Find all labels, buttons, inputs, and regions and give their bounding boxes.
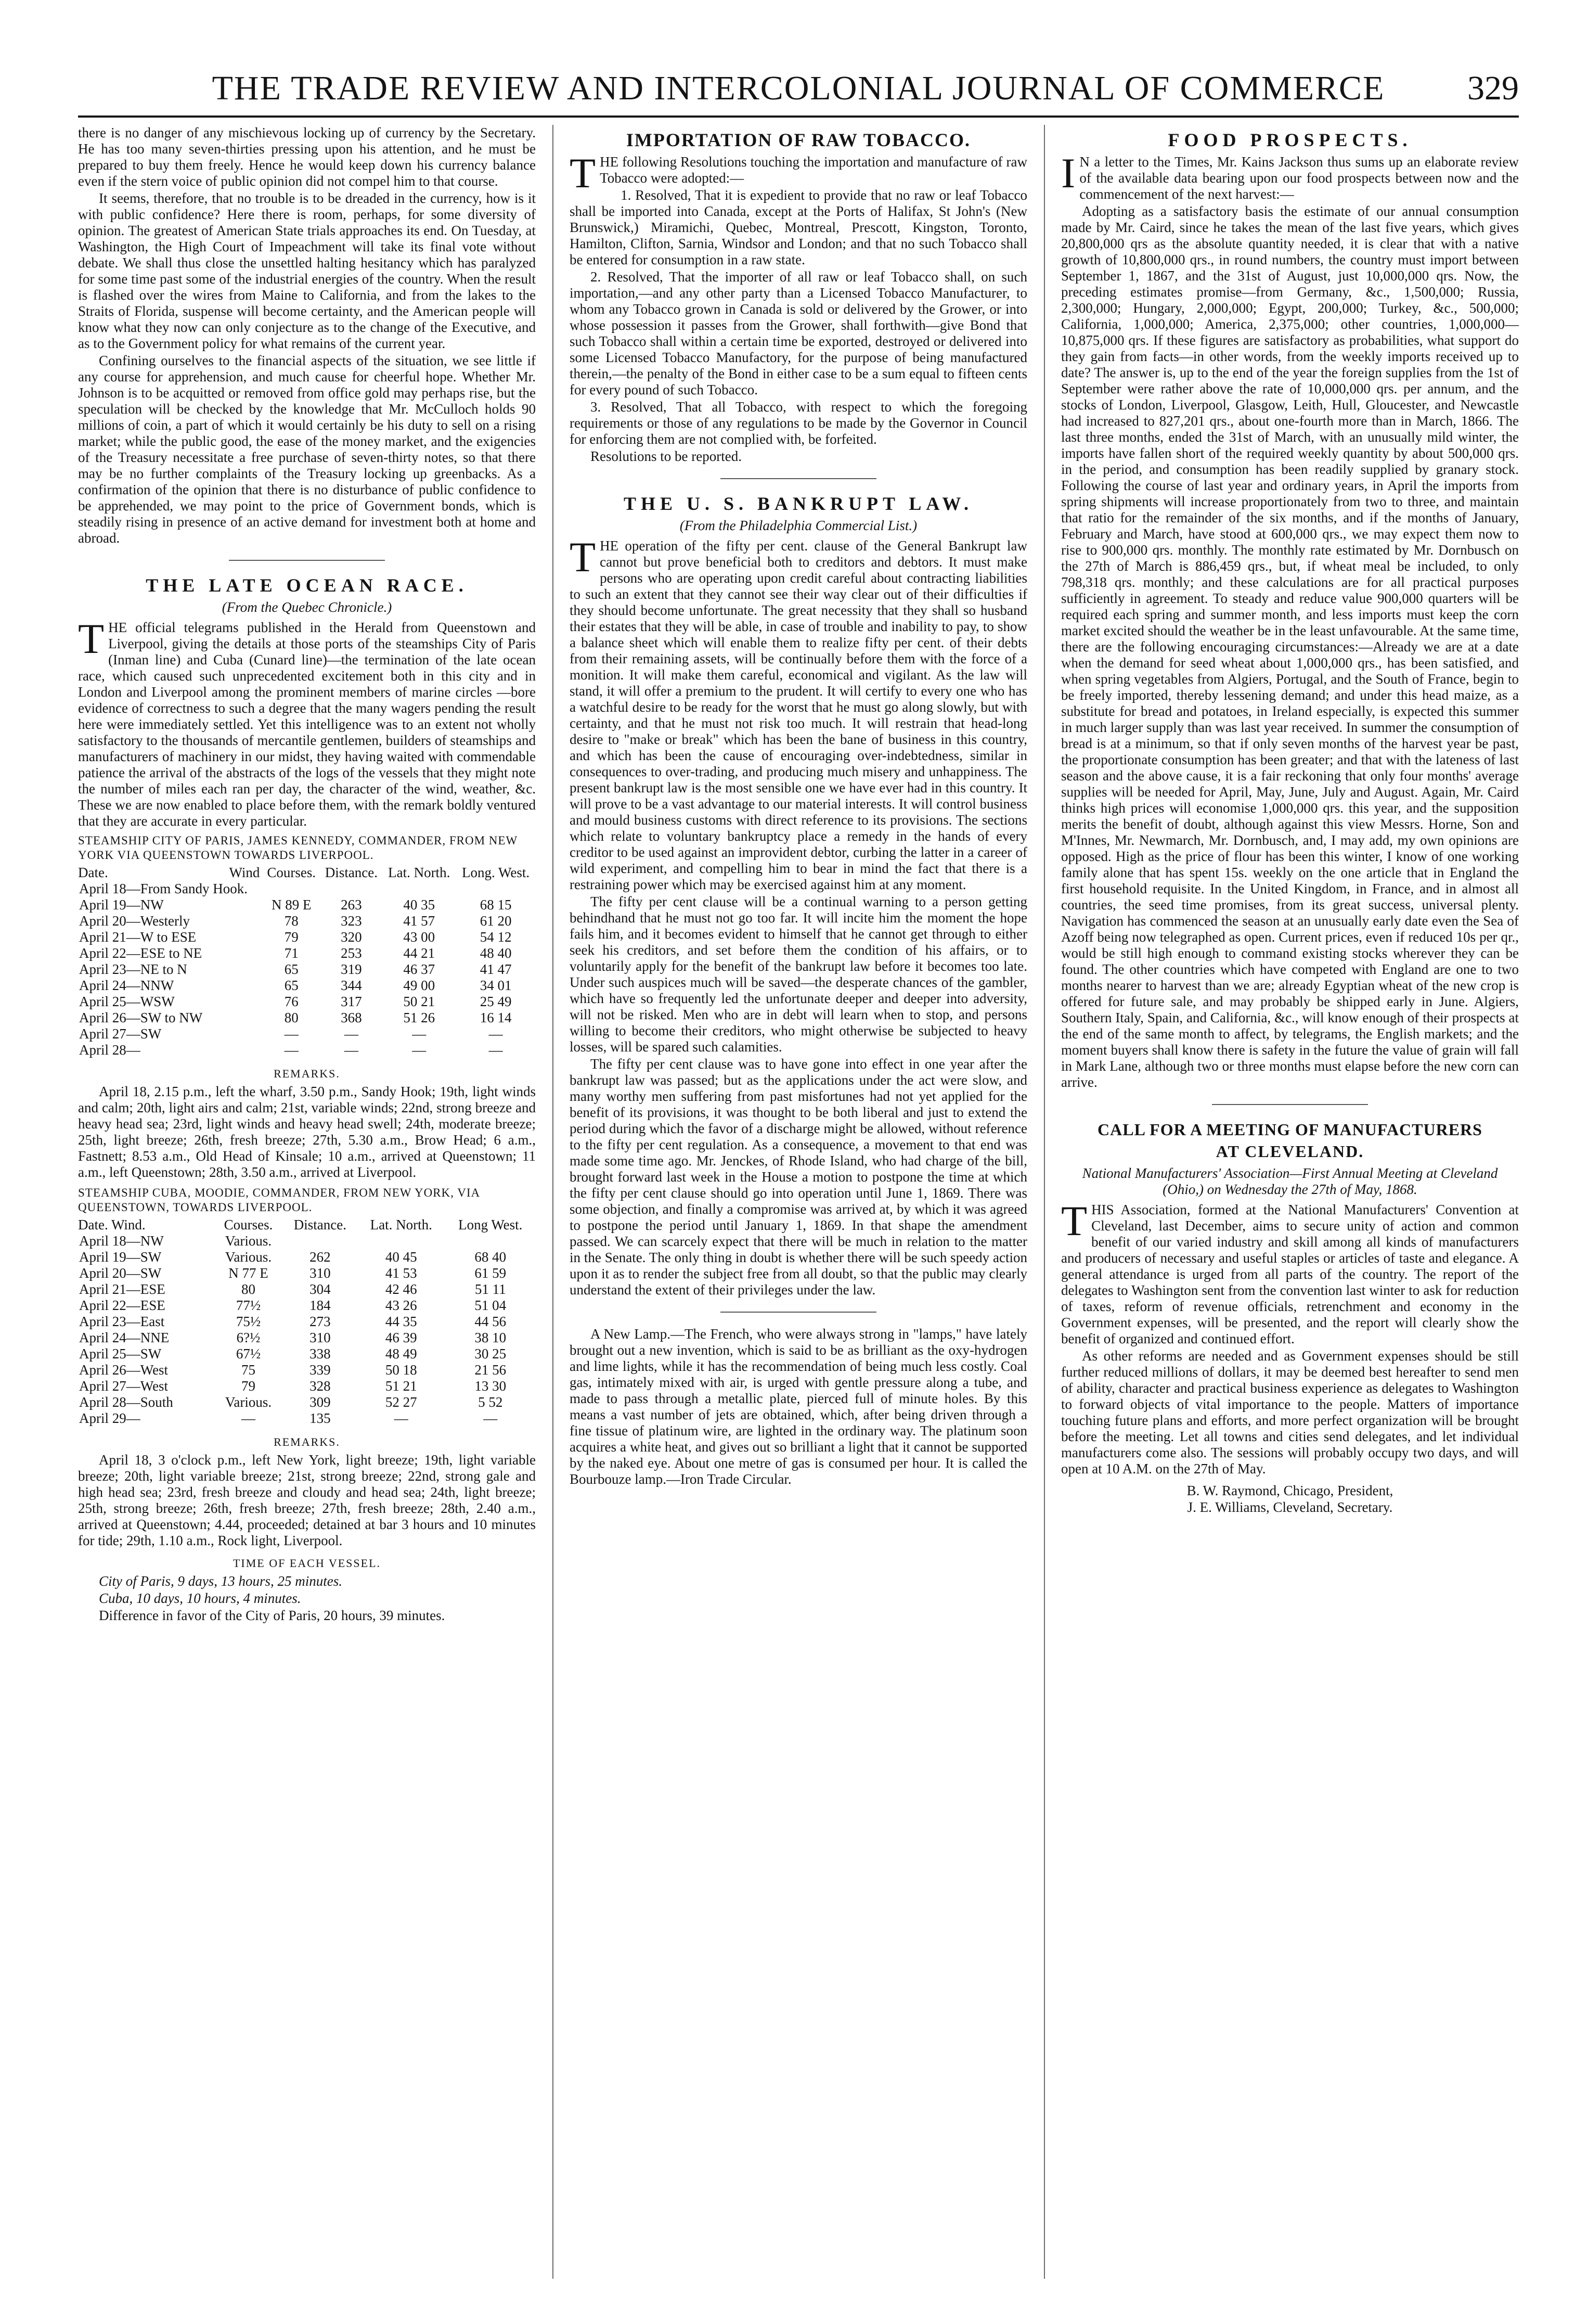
table-cell: 65	[284, 961, 299, 977]
table-cell: 50 21	[403, 994, 435, 1009]
table-cell: 49 00	[403, 978, 435, 993]
drop-cap: T	[570, 149, 596, 197]
log-table-caption: STEAMSHIP CITY OF PARIS, JAMES KENNEDY, COMMANDER, FROM NEW YORK VIA QUEENSTOWN TOWARDS LIVERPOOL.	[78, 834, 518, 862]
tobacco-article	[570, 129, 1027, 465]
paragraph: THE operation of the fifty per cent. clause of the General Bankrupt law cannot but prove beneficial both to creditors and debtors. It must make persons who are operating upon credit careful about contracting liabilities to such an extent that they cannot see their way clear out of their difficulties if they should become unfortunate. The great necessity that they shall so husband their estates that they will be able, in case of trouble and inability to pay, to show a balance sheet which will enable them to realize fifty per cent. of their debts from their remaining assets, will be continually before them with the force of a monition. It will make them careful, economical and vigilant. As the law will stand, it will offer a premium to the prudent. It will certify to every one who has a watchful desire to be ready for the worst that he must go along slowly, but with certainty, and that he must not risk too much. It will restrain that head-long desire to "make or break" which has been the bane of business in this country, and which has been the cause of encouraging over-indebtedness, similar in consequences to over-trading, and producing much misery and unhappiness. The present bankrupt law is the most sensible one we have ever had in this country. It will prove to be a vast advantage to our material interests. It will control business and mould business customs with direct reference to its provisions. The sections which relate to voluntary bankruptcy place a remedy in the hands of every creditor to be used against an improvident debtor, curbing the latter in a career of wild experiment, and compelling him to bear in mind the fact that there is a restraining power which may be exercised against him at any moment.	[570, 533, 1027, 892]
table-cell: 44 56	[474, 1314, 507, 1329]
table-cell: 79	[284, 929, 299, 945]
table-row	[78, 961, 536, 978]
table-cell: April 25—SW	[79, 1346, 162, 1362]
resolution: 3. Resolved, That all Tobacco, with respect to which the foregoing requirements or those of any regulations to be made by the Governor in Council for enforcing them are not complied with, be forfeited.	[570, 399, 1027, 447]
table-cell: April 25—WSW	[79, 994, 175, 1009]
table-cell: 50 18	[385, 1362, 417, 1378]
table-row	[78, 945, 536, 961]
table-cell: —	[344, 1026, 358, 1042]
table-cell: 75	[241, 1362, 256, 1378]
table-cell: 43 26	[385, 1298, 417, 1313]
table-cell: 319	[341, 961, 362, 977]
table-cell: 40 35	[403, 897, 435, 913]
table-cell: 328	[309, 1378, 331, 1394]
table-cell: 309	[309, 1394, 331, 1410]
table-cell	[226, 978, 263, 994]
table-row	[78, 1042, 536, 1058]
article-heading: FOOD PROSPECTS.	[1168, 130, 1412, 150]
paragraph: there is no danger of any mischievous locking up of currency by the Secretary. He has too many seven-thirties pressing upon his attention, and he must be prepared to buy them freely. Hence he would keep down his currency balance even if the stern voice of public opinion did not compel him to that course.	[78, 125, 536, 189]
table-cell: April 26—West	[79, 1362, 169, 1378]
signature-line: J. E. Williams, Cleveland, Secretary.	[1187, 1499, 1393, 1515]
table-row	[78, 1233, 536, 1249]
table-cell: 76	[284, 994, 299, 1009]
table-cell: 51 26	[403, 1010, 435, 1025]
paragraph: Resolutions to be reported.	[590, 448, 742, 464]
column-3	[1061, 125, 1519, 1529]
table-row	[78, 1394, 536, 1410]
table-cell: 41 47	[480, 961, 512, 977]
table-cell: 52 27	[385, 1394, 417, 1410]
table-cell: 21 56	[474, 1362, 507, 1378]
table-header-row: Date. Wind Courses. Distance. Lat. North. Long. West.	[78, 865, 530, 880]
table-cell: April 28—	[79, 1042, 140, 1058]
table-cell: 68 40	[474, 1249, 507, 1265]
table-cell: 65	[284, 978, 299, 993]
ocean-race-article	[78, 574, 536, 1624]
table-cell: —	[241, 1410, 256, 1426]
table-row	[78, 929, 536, 945]
table-cell: 46 37	[403, 961, 435, 977]
page-number: 329	[1467, 69, 1519, 107]
table-cell	[226, 929, 263, 945]
table-cell: April 26—SW to NW	[79, 1010, 203, 1025]
table-cell: April 24—NNE	[79, 1330, 170, 1345]
table-cell: Various.	[225, 1394, 272, 1410]
table-cell: 51 21	[385, 1378, 417, 1394]
table-row	[78, 881, 536, 897]
table-cell: April 23—East	[79, 1314, 165, 1329]
paragraph: As other reforms are needed and as Government expenses should be still further reduced millions of dollars, it may be deemed best hereafter to send men of ability, character and practical business experience as delegates to Washington to forward objects of vital importance to the people. Matters of importance touching future plans and efforts, and more perfect organization will be brought before the meeting. Let all towns and cities send delegates, and let individual manufacturers come also. The sessions will probably occupy two days, and will open at 10 A.M. on the 27th of May.	[1061, 1348, 1519, 1476]
drop-cap: T	[570, 533, 596, 581]
paragraph: A New Lamp.—The French, who were always strong in "lamps," have lately brought out a new invention, which is said to be as brilliant as the oxy-hydrogen and lime lights, while it has the recommendation of being much less costly. Coal gas, intimately mixed with air, is urged with gentle pressure along a tube, and made to pass through a metallic plate, pierced full of minute holes. By this means a vast number of jets are obtained, which, after being driven through a fine tissue of platinum wire, are lighted in the ordinary way. The platinum soon acquires a white heat, and gives out so brilliant a light that it cannot be supported by the naked eye. About one metre of gas is consumed per hour. It is called the Bourbouze lamp.—Iron Trade Circular.	[570, 1326, 1027, 1487]
table-cell: April 21—W to ESE	[79, 929, 197, 945]
table-row	[78, 1281, 536, 1298]
table-row	[78, 1010, 536, 1026]
table-cell: 48 49	[385, 1346, 417, 1362]
table-cell: April 21—ESE	[79, 1281, 165, 1297]
table-cell	[226, 961, 263, 978]
table-cell: —	[412, 1026, 427, 1042]
table-cell: April 19—NW	[79, 897, 164, 913]
table-cell: 41 53	[385, 1265, 417, 1281]
table-cell: 54 12	[480, 929, 512, 945]
table-cell: 135	[309, 1410, 331, 1426]
table-cell: —	[483, 1410, 498, 1426]
table-cell: 6?½	[236, 1330, 261, 1345]
table-cell: 25 49	[480, 994, 512, 1009]
table-cell: 61 59	[474, 1265, 507, 1281]
table-row	[78, 1249, 536, 1265]
table-row	[78, 1330, 536, 1346]
column-2	[570, 125, 1027, 1501]
voyage-time-line: City of Paris, 9 days, 13 hours, 25 minutes.	[99, 1573, 343, 1589]
bankrupt-law-article	[570, 493, 1027, 1298]
table-cell: April 29—	[79, 1410, 140, 1426]
table-cell: 184	[309, 1298, 331, 1313]
table-cell: 78	[284, 913, 299, 929]
article-heading: THE LATE OCEAN RACE.	[146, 575, 468, 596]
signature-block	[1061, 1482, 1519, 1516]
table-cell	[226, 1026, 263, 1042]
journal-title: THE TRADE REVIEW AND INTERCOLONIAL JOURNAL OF COMMERCE	[212, 69, 1385, 107]
voyage-time-line: Cuba, 10 days, 10 hours, 4 minutes.	[99, 1590, 301, 1606]
paragraph: THE following Resolutions touching the importation and manufacture of raw Tobacco were adopted:—	[570, 149, 1027, 197]
table-cell: 41 57	[403, 913, 435, 929]
table-cell	[283, 1233, 357, 1249]
table-cell: April 18—NW	[79, 1233, 164, 1249]
paragraph: Adopting as a satisfactory basis the estimate of our annual consumption made by Mr. Caird, since he takes the mean of the last five years, which gives 20,800,000 qrs as the absolute quantity needed, it is clear that with a native growth of 10,800,000 qrs., in round numbers, the country must import between September 1, 1867, and the 31st of August, just 10,000,000 qrs. Now, the preceding estimates promise—from Germany, &c., 1,500,000; Russia, 2,300,000; Hungary, 2,000,000; Egypt, 200,000; Turkey, &c., 500,000; California, 1,000,000; America, 2,375,000; other countries, 1,000,000—10,875,000 qrs. If these figures are satisfactory as probabilities, what support do they gain from facts—in other words, from the weekly imports received up to date? The answer is, up to the end of the year the foreign supplies from the 1st of September were rather above the rate of 10,000,000 qrs. per annum, and the stocks of London, Liverpool, Glasgow, Leith, Hull, Gloucester, and Newcastle had increased to 827,201 qrs., about one-fourth more than in March, 1866. The last three months, ended the 31st of March, with an unusually mild winter, the imports have fallen short of the required weekly quantity by about 500,000 qrs. in the period, and consumption has been readily supplied by granary stock. Following the course of last year and ordinary years, in April the imports from spring shipments will increase proportionately from two to three, and maintain that ratio for the remainder of the six months, and if the months of January, February and March, have stood at 600,000 qrs., we may expect them now to rise to 900,000 qrs. monthly. The monthly rate estimated by Mr. Dornbusch on the 27th of March is 886,459 qrs., but, if wheat meal be included, to only 798,318 qrs. monthly; and these calculations are for all practical purposes sufficiently in agreement. To steady and reduce value 900,000 quarters will be required each spring and summer month, and less imports must keep the corn market excited should the weather be in the least unfavourable. At the same time, there are the following encouraging circumstances:—Already we are at a date when the demand for seed wheat about 1,000,000 qrs., has been satisfied, and when spring vegetables from Algiers, Portugal, and the South of France, begin to be freely imported, thereby lessening demand; and under this head maize, as a substitute for bread and potatoes, in Ireland especially, is expected this summer in much larger supply than was last year received. In summer the consumption of bread is at a minimum, so that if only seven months of the harvest year be past, the proportionate consumption has been greater; and that with the lateness of last season and the above cause, it is a fair reckoning that only four months' average supplies will be needed for April, May, June, July and August. Again, Mr. Caird thinks high prices will economise 1,000,000 qrs. this year, and the supposition merits the benefit of doubt, although against this view Messrs. Horne, Son and M'Innes, Mr. Newmarch, Mr. Dornbusch, and, I may add, my own opinions are opposed. High as the price of flour has been this winter, I know of one working family alone that has spent 15s. weekly on the one article that in England the first household requisite. In the United Kingdom, in France, and in almost all countries, the seed time promises, from its great success, universal plenty. Navigation has commenced the season at an unusually early date even the Sea of Azoff being now telegraphed as open. Current prices, even if reduced 10s per qr., would be still high enough to command existing stocks wherever they can be found. The other countries which have competed with England are one to two months nearer to harvest than we are; already Egyptian wheat of the new crop is offered for future sale, and may probably be shipped early in June. Algiers, Southern Italy, Spain, and California, &c., will know enough of their prospects at the end of the same month to affect, by telegrams, the English markets; and the moment buyers shall know there is safety in the future the value of grain will fall in Mark Lane, although two or three months must elapse before the new corn can arrive.	[1061, 203, 1519, 1090]
section-separator	[229, 560, 385, 561]
table-cell: 34 01	[480, 978, 512, 993]
table-cell: 79	[241, 1378, 256, 1394]
article-heading-line-2: AT CLEVELAND.	[1216, 1142, 1364, 1161]
table-cell	[357, 1233, 445, 1249]
table-cell: 13 30	[474, 1378, 507, 1394]
table-cell: 368	[341, 1010, 362, 1025]
resolution: 1. Resolved, That it is expedient to provide that no raw or leaf Tobacco shall be imported into Canada, except at the Ports of Halifax, St John's (New Brunswick,) Miramichi, Quebec, Montreal, Prescott, Kingston, Toronto, Hamilton, Clifton, Sarnia, Windsor and London; and that no such Tobacco shall be entered for consumption in a raw state.	[570, 187, 1027, 267]
drop-cap: I	[1061, 149, 1076, 197]
table-row	[78, 897, 536, 913]
table-cell: 42 46	[385, 1281, 417, 1297]
voyage-times-heading: TIME OF EACH VESSEL.	[233, 1557, 381, 1570]
table-cell: 344	[341, 978, 362, 993]
table-cell: —	[488, 1042, 503, 1058]
table-cell: —	[344, 1042, 358, 1058]
paragraph: Confining ourselves to the financial aspects of the situation, we see little if any course for apprehension, and much cause for cheerful hope. Whether Mr. Johnson is to be acquitted or removed from office gold may perhaps rise, but the speculation will be checked by the knowledge that Mr. McCulloch holds 90 millions of coin, a part of which it would certainly be his duty to sell on a rising market; while the public good, the ease of the money market, and the exigencies of the Treasury necessitate a free purchase of seven-thirty notes, so that there may be no further complaints of the Treasury locking up greenbacks. As a confirmation of the opinion that there is no disturbance of public confidence to be apprehended, we may point to the price of Government bonds, which is steadily rising in presence of an active demand for investment both at home and abroad.	[78, 353, 536, 546]
table-cell: 253	[341, 945, 362, 961]
table-row	[78, 978, 536, 994]
remarks-heading: REMARKS.	[274, 1435, 340, 1448]
paragraph: THIS Association, formed at the National Manufacturers' Convention at Cleveland, last December, aims to secure unity of action and common benefit of our varied industry and skill among all kinds of manufacturers and producers of necessary and useful staples or articles of taste and elegance. A general attendance is urged from all parts of the country. The report of the delegates to Washington sent from the convention last winter to ask for reduction of taxes, reform of revenue officials, retrenchment and economy in the Government expenses, will be presented, and the report will clearly show the benefit of organized and continued effort.	[1061, 1197, 1519, 1346]
table-cell: 262	[309, 1249, 331, 1265]
masthead	[78, 69, 1519, 108]
table-cell	[445, 1233, 536, 1249]
table-cell: 40 45	[385, 1249, 417, 1265]
table-cell: 51 04	[474, 1298, 507, 1313]
section-separator	[720, 1312, 876, 1313]
table-cell: 16 14	[480, 1010, 512, 1025]
table-cell: April 18—From Sandy Hook.	[79, 881, 248, 896]
table-cell	[226, 1042, 263, 1058]
table-row	[78, 1265, 536, 1281]
manufacturers-meeting-article	[1061, 1119, 1519, 1516]
table-cell: 75½	[236, 1314, 261, 1329]
table-header-row: Date. Wind. Courses. Distance. Lat. North. Long West.	[78, 1217, 523, 1232]
log-table-caption: STEAMSHIP CUBA, MOODIE, COMMANDER, FROM NEW YORK, VIA QUEENSTOWN, TOWARDS LIVERPOOL.	[78, 1186, 480, 1214]
article-heading: IMPORTATION OF RAW TOBACCO.	[626, 130, 971, 150]
table-cell: 44 35	[385, 1314, 417, 1329]
paragraph: THE official telegrams published in the Herald from Queenstown and Liverpool, giving the details at those ports of the steamships City of Paris (Inman line) and Cuba (Cunard line)—the termination of the late ocean race, which caused such unprecedented excitement both in this city and in London and Liverpool among the prominent members of marine circles —bore evidence of correctness to such a degree that the many wagers pending the result here were immediately settled. Yet this intelligence was to an extent not wholly satisfactory to the thousands of mercantile gentlemen, builders of steamships and manufacturers of machinery in our midst, they having waited with commendable patience the arrival of the abstracts of the logs of the vessels that they might note the number of miles each ran per day, the character of the wind, weather, &c. These we are now enabled to place before them, with the remark boldly ventured that they are accurate in every particular.	[78, 615, 536, 829]
table-cell	[226, 897, 263, 913]
table-cell: 38 10	[474, 1330, 507, 1345]
table-cell: April 27—SW	[79, 1026, 162, 1042]
city-of-paris-log-table	[78, 865, 536, 1058]
remarks-text: April 18, 3 o'clock p.m., left New York, light breeze; 19th, light variable breeze; 20th, light variable breeze; 21st, strong breeze; 22nd, strong gale and high head sea; 23rd, fresh breeze and cloudy and head sea; 24th, light breeze; 25th, strong breeze; 26th, fresh breeze; 27th, fresh breeze; 28th, 2.40 a.m., arrived at Queenstown; 4.44, proceeded; detained at bar 3 hours and 10 minutes for tide; 29th, 1.10 a.m., Rock light, Liverpool.	[78, 1452, 536, 1548]
table-cell: —	[394, 1410, 408, 1426]
table-cell: 30 25	[474, 1346, 507, 1362]
table-cell: 304	[309, 1281, 331, 1297]
table-cell: 323	[341, 913, 362, 929]
remarks-heading: REMARKS.	[274, 1067, 340, 1080]
table-row	[78, 994, 536, 1010]
table-row	[78, 1410, 536, 1427]
table-cell: 273	[309, 1314, 331, 1329]
table-cell: Various.	[225, 1249, 272, 1265]
table-row	[78, 913, 536, 929]
table-cell: April 28—South	[79, 1394, 173, 1410]
table-cell: April 22—ESE to NE	[79, 945, 202, 961]
table-row	[78, 1346, 536, 1362]
paragraph: I N a letter to the Times, Mr. Kains Jackson thus sums up an elaborate review of the available data bearing upon our food prospects between now and the commencement of the next harvest:—	[1061, 149, 1519, 202]
voyage-time-line: Difference in favor of the City of Paris, 20 hours, 39 minutes.	[99, 1608, 445, 1623]
drop-cap: T	[1061, 1197, 1088, 1244]
table-cell: April 27—West	[79, 1378, 169, 1394]
table-cell: N 89 E	[271, 897, 312, 913]
table-cell: April 24—NNW	[79, 978, 174, 993]
table-cell: April 20—SW	[79, 1265, 162, 1281]
table-row	[78, 1362, 536, 1378]
table-cell: 67½	[236, 1346, 261, 1362]
table-cell: 48 40	[480, 945, 512, 961]
article-subtitle: National Manufacturers' Association—First Annual Meeting at Cleveland (Ohio,) on Wednesday the 27th of May, 1868.	[1082, 1165, 1498, 1197]
paragraph: The fifty per cent clause will be a continual warning to a person getting behindhand that he must not go too far. It will incite him the moment the hope fails him, and it becomes evident to himself that he cannot get through to either seek his creditors, and set before them the condition of his affairs, or to voluntarily apply for the benefit of the bankrupt law before it becomes too late. Under such auspices much will be saved—the desperate chances of the gambler, which have so frequently led the unfortunate deeper and deeper into adversity, will not be risked. Men who are in debt will learn when to stop, and persons willing to become their creditors, who might otherwise be subjected to heavy losses, will be spared such calamities.	[570, 894, 1027, 1055]
column-divider	[1044, 125, 1045, 2279]
resolution: 2. Resolved, That the importer of all raw or leaf Tobacco shall, on such importation,—and any other party than a Licensed Tobacco Manufacturer, to whom any Tobacco grown in Canada is sold or delivered by the Grower, or into whose possession it passes from the Grower, shall forthwith—give Bond that such Tobacco shall within a certain time be exported, destroyed or delivered into some Licensed Tobacco Manufactory, for the purpose of being manufactured therein,—the penalty of the Bond in either case to be a sum equal to fifteen cents for every pound of such Tobacco.	[570, 269, 1027, 397]
table-cell: 43 00	[403, 929, 435, 945]
table-cell: 51 11	[474, 1281, 506, 1297]
table-row	[78, 1314, 536, 1330]
table-cell: 310	[309, 1330, 331, 1345]
table-cell	[226, 1010, 263, 1026]
section-separator	[1212, 1104, 1368, 1105]
table-row	[78, 1378, 536, 1394]
table-cell: April 19—SW	[79, 1249, 162, 1265]
column-divider	[552, 125, 553, 2279]
table-cell: April 23—NE to N	[79, 961, 187, 977]
table-cell: 68 15	[480, 897, 512, 913]
table-cell: 263	[341, 897, 362, 913]
table-cell: —	[488, 1026, 503, 1042]
table-cell: 61 20	[480, 913, 512, 929]
table-cell: 44 21	[403, 945, 435, 961]
new-lamp-article	[570, 1326, 1027, 1487]
table-cell	[226, 945, 263, 961]
table-cell: —	[284, 1042, 299, 1058]
voyage-times	[78, 1555, 536, 1624]
signature-line: B. W. Raymond, Chicago, President,	[1186, 1483, 1393, 1498]
article-source: (From the Quebec Chronicle.)	[222, 599, 392, 615]
table-cell	[226, 913, 263, 929]
drop-cap: T	[78, 615, 105, 662]
table-cell: —	[412, 1042, 427, 1058]
table-cell: Various.	[225, 1233, 272, 1249]
table-cell: 310	[309, 1265, 331, 1281]
table-cell: 71	[284, 945, 299, 961]
table-cell: 339	[309, 1362, 331, 1378]
table-cell: 317	[341, 994, 362, 1009]
table-cell: 338	[309, 1346, 331, 1362]
table-cell: April 22—ESE	[79, 1298, 165, 1313]
table-cell: N 77 E	[228, 1265, 268, 1281]
article-heading: CALL FOR A MEETING OF MANUFACTURERS	[1098, 1120, 1482, 1139]
currency-article-continuation	[78, 125, 536, 546]
remarks-text: April 18, 2.15 p.m., left the wharf, 3.50 p.m., Sandy Hook; 19th, light winds and calm; 20th, light airs and calm; 21st, variable winds; 22nd, strong breeze and heavy head sea; 23rd, light winds and heavy head swell; 24th, moderate breeze; 25th, light breeze; 26th, fresh breeze; 27th, 5.30 a.m., Brow Head; 6 a.m., Fastnett; 8.53 a.m., Old Head of Kinsale; 10 a.m., arrived at Queenstown; 11 a.m., left Queenstown; 28th, 3.50 a.m., arrived at Liverpool.	[78, 1084, 536, 1180]
cuba-log-table	[78, 1217, 536, 1427]
table-cell: April 20—Westerly	[79, 913, 190, 929]
paragraph: The fifty per cent clause was to have gone into effect in one year after the bankrupt law was passed; but as the applications under the act were slow, and many worthy men suffering from past misfortunes had not yet applied for the benefit of its provisions, it was thought to be both liberal and just to extend the period during which the favor of a discharge might be allowed, without reference to the fifty per cent regulation. As a consequence, a movement to that end was made some time ago. Mr. Jenckes, of Rhode Island, who had charge of the bill, brought forward last week in the House a motion to postpone the time at which the fifty per cent clause should go into operation until June 1, 1869. There was some objection, and finally a compromise was arrived at, by which it was agreed to postpone the period until January 1, 1869. In that shape the amendment passed. We can scarcely expect that there will be much in relation to the matter in the Senate. The only thing in doubt is whether there will be such speedy action upon it as to render the subject free from all doubt, so that the public may clearly understand the extent of their privileges under the law.	[570, 1056, 1027, 1298]
table-cell: 80	[284, 1010, 299, 1025]
table-cell: 46 39	[385, 1330, 417, 1345]
masthead-rule	[78, 115, 1519, 118]
food-prospects-article	[1061, 129, 1519, 1090]
column-1	[78, 125, 536, 1637]
paragraph: It seems, therefore, that no trouble is to be dreaded in the currency, how is it with public confidence? Here there is room, perhaps, for some diversity of opinion. The greatest of American State trials approaches its end. On Tuesday, at Washington, the High Court of Impeachment will take its final vote without debate. We shall thus close the unsettled halting hesitancy which has paralyzed for some time past some of the industrial energies of the country. When the result is flashed over the wires from Maine to California, and from the lakes to the Straits of Florida, suspense will become certainty, and the American people will know what they now can only conjecture as to the change of the Executive, and as to the Government policy for what remains of the current year.	[78, 190, 536, 351]
table-cell: —	[284, 1026, 299, 1042]
article-source: (From the Philadelphia Commercial List.)	[679, 518, 918, 533]
table-cell: 77½	[236, 1298, 261, 1313]
table-row	[78, 1298, 536, 1314]
section-separator	[720, 478, 876, 479]
article-heading: THE U. S. BANKRUPT LAW.	[623, 493, 974, 514]
table-cell: 5 52	[478, 1394, 503, 1410]
table-cell	[226, 994, 263, 1010]
table-cell: 80	[241, 1281, 256, 1297]
table-row	[78, 1026, 536, 1042]
table-cell: 320	[341, 929, 362, 945]
